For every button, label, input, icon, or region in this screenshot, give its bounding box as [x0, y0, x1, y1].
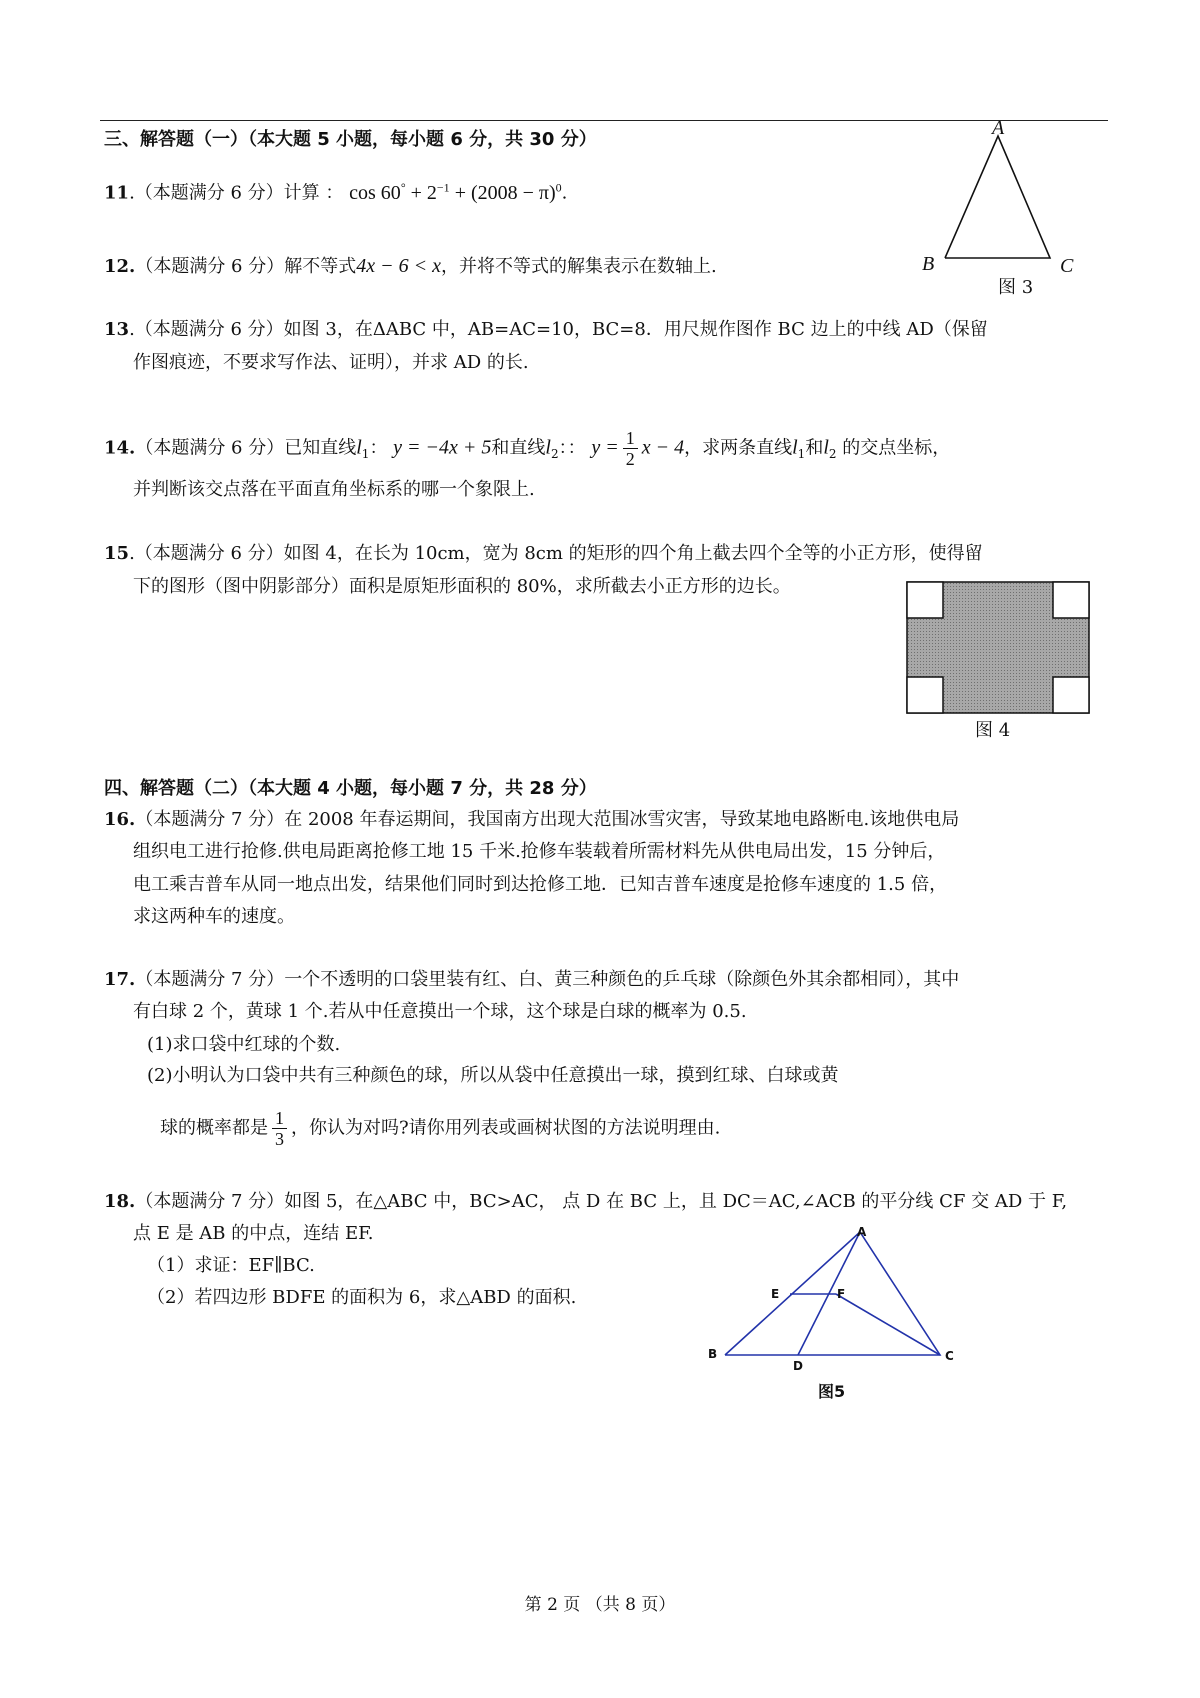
question-17-line2: 有白球 2 个，黄球 1 个.若从中任意摸出一个球，这个球是白球的概率为 0.5.: [133, 1001, 747, 1022]
q12-text: （本题满分 6 分）解不等式: [135, 256, 357, 277]
question-17-last: 球的概率都是 $\frac{1}{3}$ ，你认为对吗?请你用列表或画树状图的方法说明理由.: [160, 1108, 721, 1149]
question-18-line1: 18.（本题满分 7 分）如图 5，在△ABC 中，BC>AC， 点 D 在 BC 上，且 DC＝AC,∠ACB 的平分线 CF 交 AD 于 F,: [104, 1191, 1068, 1212]
question-11: 11.（本题满分 6 分）计算 ： $\cos 60^\circ + 2^{-1} + (2008 - \pi)^0$.: [104, 180, 568, 204]
question-15-line1: 15.（本题满分 6 分）如图 4，在长为 10cm，宽为 8cm 的矩形的四个角上截去四个全等的小正方形，使得留: [104, 543, 983, 564]
fig5-label-F: F: [837, 1287, 846, 1301]
q15-number: 15: [104, 543, 130, 564]
q17-number: 17.: [104, 969, 136, 990]
q11-expression: $\cos 60^\circ + 2^{-1} + (2008 - \pi)^0$: [349, 180, 562, 204]
question-14: 14.（本题满分 6 分）已知直线$l_1$： y = −4x + 5和直线$l_2$：： y = $\frac{1}{2}$ x − 4，求两条直线$l_1$和$l_2$ 的交点坐标，: [104, 428, 951, 469]
question-12: 12.（本题满分 6 分）解不等式4x − 6 < x，并将不等式的解集表示在数轴上.: [104, 255, 717, 277]
q11-text: .（本题满分 6 分）计算 ：: [129, 182, 344, 204]
fig3-caption: 图 3: [998, 277, 1034, 298]
fig5-label-D: D: [793, 1359, 803, 1373]
question-18-line2: 点 E 是 AB 的中点，连结 EF.: [133, 1223, 374, 1244]
question-14-line2: 并判断该交点落在平面直角坐标系的哪一个象限上.: [133, 479, 535, 500]
q13-number: 13: [104, 319, 130, 340]
fig5-label-A: A: [857, 1225, 867, 1239]
question-16-line1: 16.（本题满分 7 分）在 2008 年春运期间，我国南方出现大范围冰雪灾害，导致某地电路断电.该地供电局: [104, 809, 960, 830]
question-18-part2: （2）若四边形 BDFE 的面积为 6，求△ABD 的面积.: [147, 1287, 577, 1308]
fig3-label-C: C: [1060, 255, 1074, 277]
q14-number: 14.: [104, 437, 136, 459]
fig5-label-C: C: [945, 1349, 954, 1363]
question-13-line1: 13.（本题满分 6 分）如图 3，在ΔABC 中，AB=AC=10，BC=8．用尺规作图作 BC 边上的中线 AD（保留: [104, 319, 988, 340]
section3-heading: 三、解答题（一）（本大题 5 小题，每小题 6 分，共 30 分）: [104, 129, 597, 150]
fig3-label-A: A: [992, 117, 1005, 139]
fig4-caption: 图 4: [975, 720, 1011, 741]
figure-4-rectangle: [905, 580, 1091, 715]
question-17-part1: (1)求口袋中红球的个数.: [147, 1034, 341, 1055]
figure-5-triangle: [700, 1220, 970, 1370]
q14-line1-eq: y = −4x + 5: [393, 436, 492, 459]
q12-number: 12.: [104, 256, 136, 277]
question-16-line3: 电工乘吉普车从同一地点出发，结果他们同时到达抢修工地．已知吉普车速度是抢修车速度的 1.5 倍，: [133, 874, 948, 895]
fig5-caption: 图5: [818, 1382, 846, 1401]
q12-inequality: 4x − 6 < x: [356, 255, 441, 277]
question-13-line2: 作图痕迹，不要求写作法、证明），并求 AD 的长.: [133, 352, 529, 373]
q18-number: 18.: [104, 1191, 136, 1212]
question-17-part2: (2)小明认为口袋中共有三种颜色的球，所以从袋中任意摸出一球，摸到红球、白球或黄: [147, 1065, 839, 1086]
q11-number: 11: [104, 182, 130, 204]
question-16-line2: 组织电工进行抢修.供电局距离抢修工地 15 千米.抢修车装载着所需材料先从供电局出发，15 分钟后，: [133, 841, 946, 862]
q17-fraction: $\frac{1}{3}$: [272, 1108, 287, 1149]
fig5-label-B: B: [708, 1347, 718, 1361]
section4-heading: 四、解答题（二）（本大题 4 小题，每小题 7 分，共 28 分）: [104, 778, 597, 799]
question-15-line2: 下的图形（图中阴影部分）面积是原矩形面积的 80%，求所截去小正方形的边长。: [133, 576, 791, 597]
question-17-line1: 17.（本题满分 7 分）一个不透明的口袋里装有红、白、黄三种颜色的乒乓球（除颜色外其余都相同），其中: [104, 969, 960, 990]
fig3-label-B: B: [922, 253, 935, 275]
question-18-part1: （1）求证：EF∥BC.: [147, 1255, 315, 1276]
question-16-line4: 求这两种车的速度。: [133, 906, 295, 927]
page-footer: 第 2 页 （共 8 页）: [524, 1595, 676, 1615]
q14-fraction: $\frac{1}{2}$: [623, 428, 638, 469]
fig5-label-E: E: [771, 1287, 780, 1301]
q16-number: 16.: [104, 809, 136, 830]
